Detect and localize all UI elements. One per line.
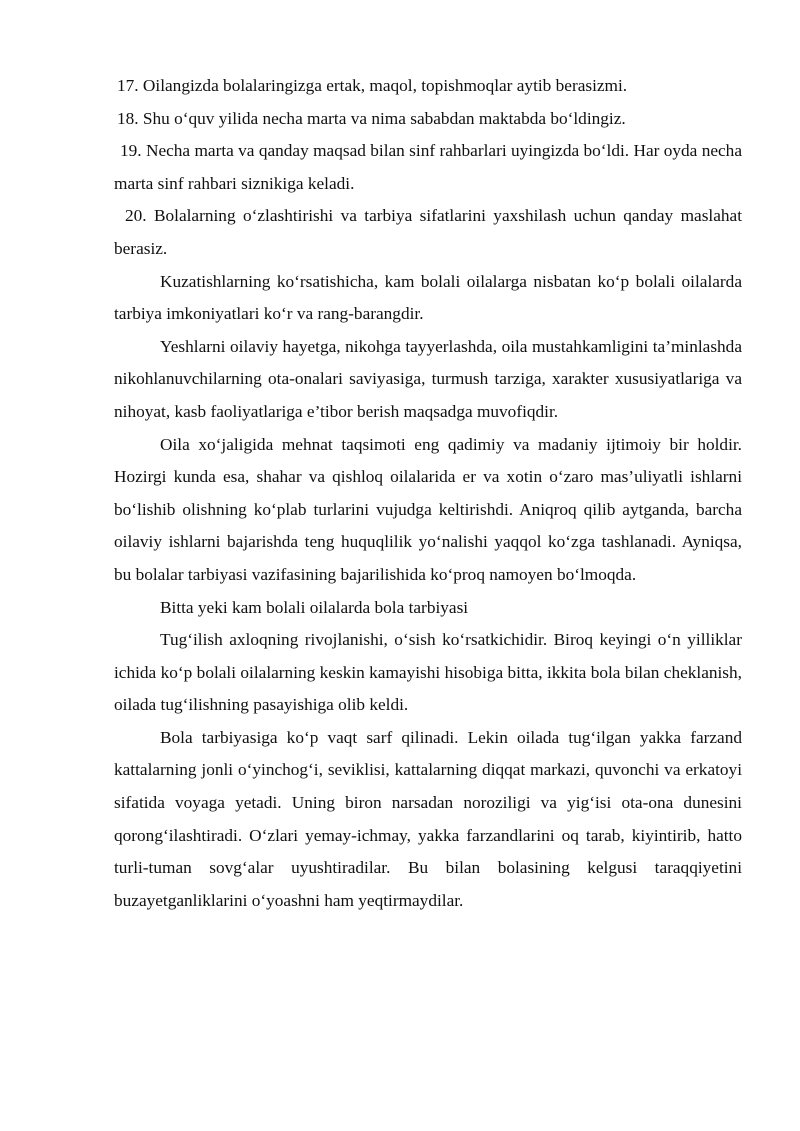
question-19: 19. Necha marta va qanday maqsad bilan sinf rahbarlari uyingizda bo‘ldi. Har oyda necha marta sinf rahbari siznikiga keladi. (114, 141, 742, 193)
paragraph-youth-preparation: Yeshlarni oilaviy hayetga, nikohga tayyerlashda, oila mustahkamligini ta’minlashda nikohlanuvchilarning ota-onalari saviyasiga, turmush tarziga, xarakter xususiyatlariga va nihoyat, kasb faoliyatlariga e’tibor berish maqsadga muvofiqdir. (114, 336, 742, 421)
document-page (114, 70, 742, 917)
paragraph-household-labor: Oila xo‘jaligida mehnat taqsimoti eng qadimiy va madaniy ijtimoiy bir holdir. Hozirgi kunda esa, shahar va qishloq oilalarida er va xotin o‘zaro mas’uliyatli ishlarni bo‘lishib olishning ko‘plab turlarini vujudga keltirishdi. Aniqroq qilib aytganda, barcha oilaviy ishlarni bajarishda teng huquqlilik yo‘nalishi yaqqol ko‘zga tashlanadi. Ayniqsa, bu bolalar tarbiyasi vazifasining bajarilishida ko‘proq namoyen bo‘lmoqda. (114, 434, 742, 584)
question-17: 17. Oilangizda bolalaringizga ertak, maqol, topishmoqlar aytib berasizmi. (117, 76, 628, 95)
question-20: 20. Bolalarning o‘zlashtirishi va tarbiya sifatlarini yaxshilash uchun qanday maslahat berasiz. (114, 206, 742, 258)
paragraph-single-child: Bola tarbiyasiga ko‘p vaqt sarf qilinadi. Lekin oilada tug‘ilgan yakka farzand kattalarning jonli o‘yinchog‘i, seviklisi, kattalarning diqqat markazi, quvonchi va erkatoyi sifatida voyaga yetadi. Uning biron narsadan noroziligi va yig‘isi ota-ona dunesini qorong‘ilashtiradi. O‘zlari yemay-ichmay, yakka farzandlarini oq tarab, kiyintirib, hatto turli-tuman sovg‘alar uyushtiradilar. Bu bilan bolasining kelgusi taraqqiyetini buzayetganliklarini o‘yoashni ham yeqtirmaydilar. (114, 727, 742, 910)
paragraph-birth-rate: Tug‘ilish axloqning rivojlanishi, o‘sish ko‘rsatkichidir. Biroq keyingi o‘n yilliklar ichida ko‘p bolali oilalarning keskin kamayishi hisobiga bitta, ikkita bola bilan cheklanish, oilada tug‘ilishning pasayishiga olib keldi. (114, 630, 742, 715)
section-heading: Bitta yeki kam bolali oilalarda bola tarbiyasi (160, 597, 469, 617)
paragraph-observations: Kuzatishlarning ko‘rsatishicha, kam bolali oilalarga nisbatan ko‘p bolali oilalarda tarbiya imkoniyatlari ko‘r va rang-barangdir. (114, 271, 742, 324)
question-18: 18. Shu o‘quv yilida necha marta va nima sababdan maktabda bo‘ldingiz. (117, 108, 626, 128)
